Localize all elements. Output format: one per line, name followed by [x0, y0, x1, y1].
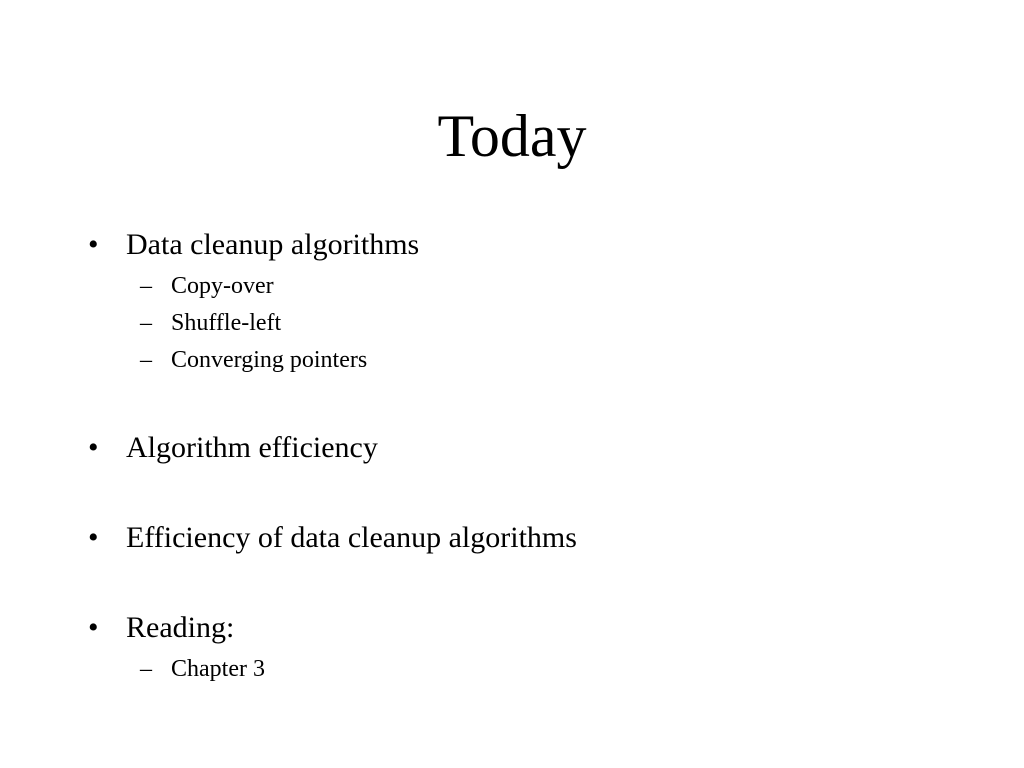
bullet-item	[88, 520, 577, 556]
sub-bullet-marker: –	[140, 273, 152, 299]
bullet-marker: •	[88, 521, 99, 554]
bullet-item	[88, 610, 234, 646]
sub-bullet-item	[140, 271, 274, 301]
bullet-text: Efficiency of data cleanup algorithms	[126, 521, 577, 554]
slide-title: Today	[437, 103, 587, 169]
sub-bullet-text: Converging pointers	[171, 347, 368, 373]
sub-bullet-item	[140, 308, 281, 338]
bullet-item	[88, 227, 419, 263]
bullet-text: Reading:	[126, 611, 235, 644]
bullet-marker: •	[88, 611, 99, 644]
bullet-marker: •	[88, 228, 99, 261]
sub-bullet-item	[140, 654, 265, 684]
sub-bullet-text: Copy-over	[171, 273, 274, 299]
bullet-item	[88, 430, 378, 466]
bullet-text: Algorithm efficiency	[126, 431, 378, 464]
sub-bullet-marker: –	[140, 310, 152, 336]
sub-bullet-item	[140, 345, 367, 375]
bullet-text: Data cleanup algorithms	[126, 228, 420, 261]
sub-bullet-marker: –	[140, 347, 152, 373]
sub-bullet-text: Shuffle-left	[171, 310, 282, 336]
sub-bullet-text: Chapter 3	[171, 656, 265, 682]
sub-bullet-marker: –	[140, 656, 152, 682]
bullet-marker: •	[88, 431, 99, 464]
